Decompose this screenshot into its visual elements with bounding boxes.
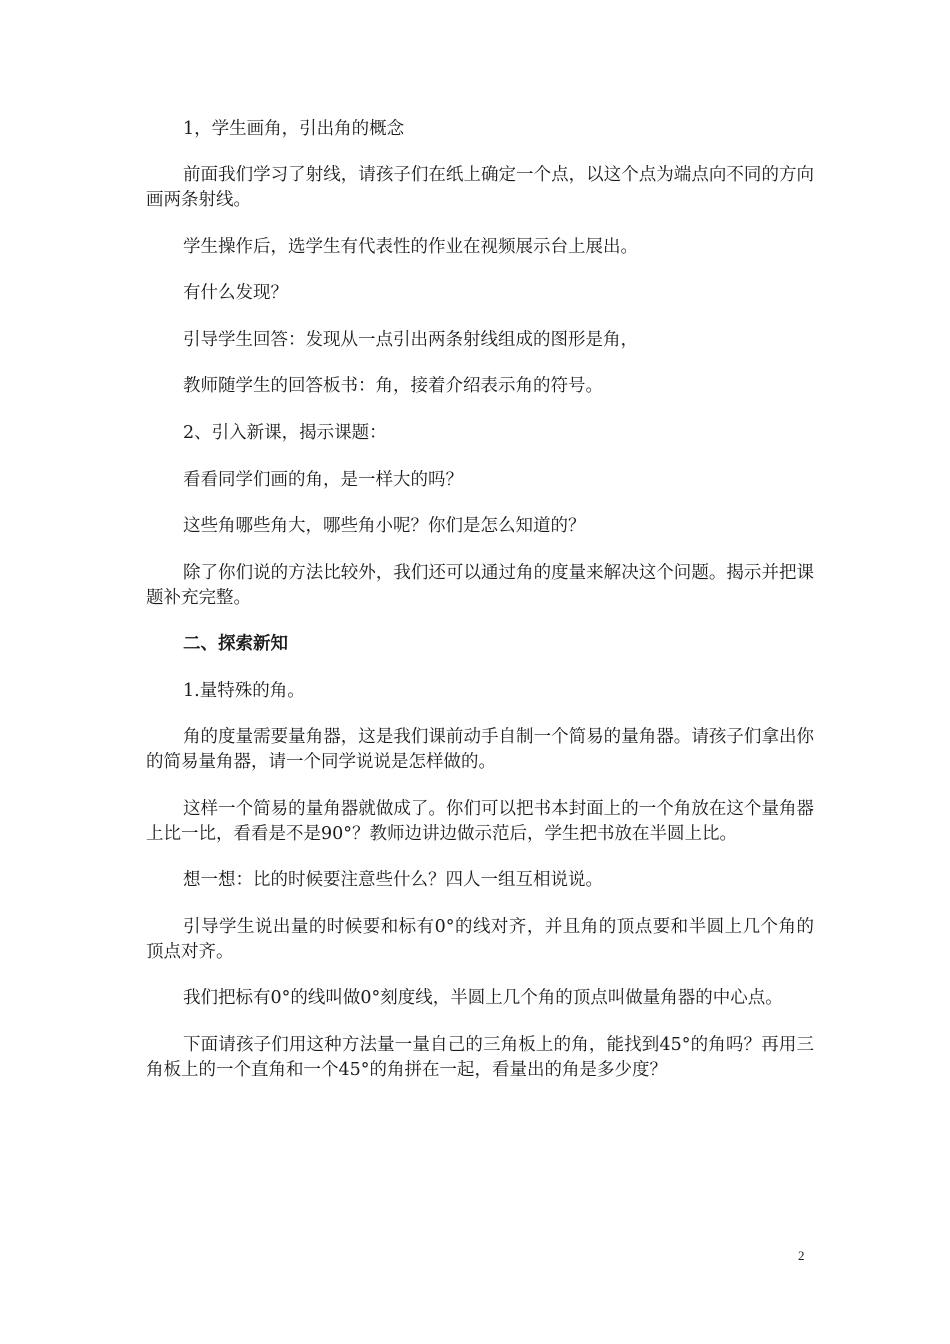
- paragraph: 看看同学们画的角，是一样大的吗？: [183, 470, 463, 490]
- document-body: [146, 117, 814, 1083]
- paragraph: 引导学生说出量的时候要和标有0°的线对齐，并且角的顶点要和半圆上几个角的顶点对齐。: [146, 917, 814, 962]
- paragraph: 前面我们学习了射线，请孩子们在纸上确定一个点，以这个点为端点向不同的方向画两条射线。: [146, 165, 814, 210]
- paragraph: 2、引入新课，揭示课题：: [183, 423, 387, 443]
- paragraph: 角的度量需要量角器，这是我们课前动手自制一个简易的量角器。请孩子们拿出你的简易量角器，请一个同学说说是怎样做的。: [146, 727, 814, 772]
- paragraph: 引导学生回答：发现从一点引出两条射线组成的图形是角，: [183, 330, 638, 350]
- paragraph: 学生操作后，选学生有代表性的作业在视频展示台上展出。: [183, 237, 638, 257]
- paragraph: 教师随学生的回答板书：角，接着介绍表示角的符号。: [183, 376, 603, 396]
- paragraph: 1，学生画角，引出角的概念: [183, 119, 405, 139]
- paragraph: 有什么发现？: [183, 283, 288, 303]
- page-number: 2: [798, 1248, 805, 1263]
- paragraph: 想一想：比的时候要注意些什么？四人一组互相说说。: [183, 870, 603, 890]
- paragraph: 这样一个简易的量角器就做成了。你们可以把书本封面上的一个角放在这个量角器上比一比，看看是不是90°？教师边讲边做示范后，学生把书放在半圆上比。: [146, 799, 814, 844]
- paragraph: 下面请孩子们用这种方法量一量自己的三角板上的角，能找到45°的角吗？再用三角板上的一个直角和一个45°的角拼在一起，看量出的角是多少度？: [146, 1035, 814, 1080]
- paragraph: 我们把标有0°的线叫做0°刻度线，半圆上几个角的顶点叫做量角器的中心点。: [183, 988, 783, 1008]
- paragraph: 除了你们说的方法比较外，我们还可以通过角的度量来解决这个问题。揭示并把课题补充完整。: [146, 563, 814, 608]
- section-heading: 二、探索新知: [183, 634, 288, 654]
- paragraph: 1.量特殊的角。: [183, 681, 305, 701]
- paragraph: 这些角哪些角大，哪些角小呢？你们是怎么知道的？: [183, 516, 586, 536]
